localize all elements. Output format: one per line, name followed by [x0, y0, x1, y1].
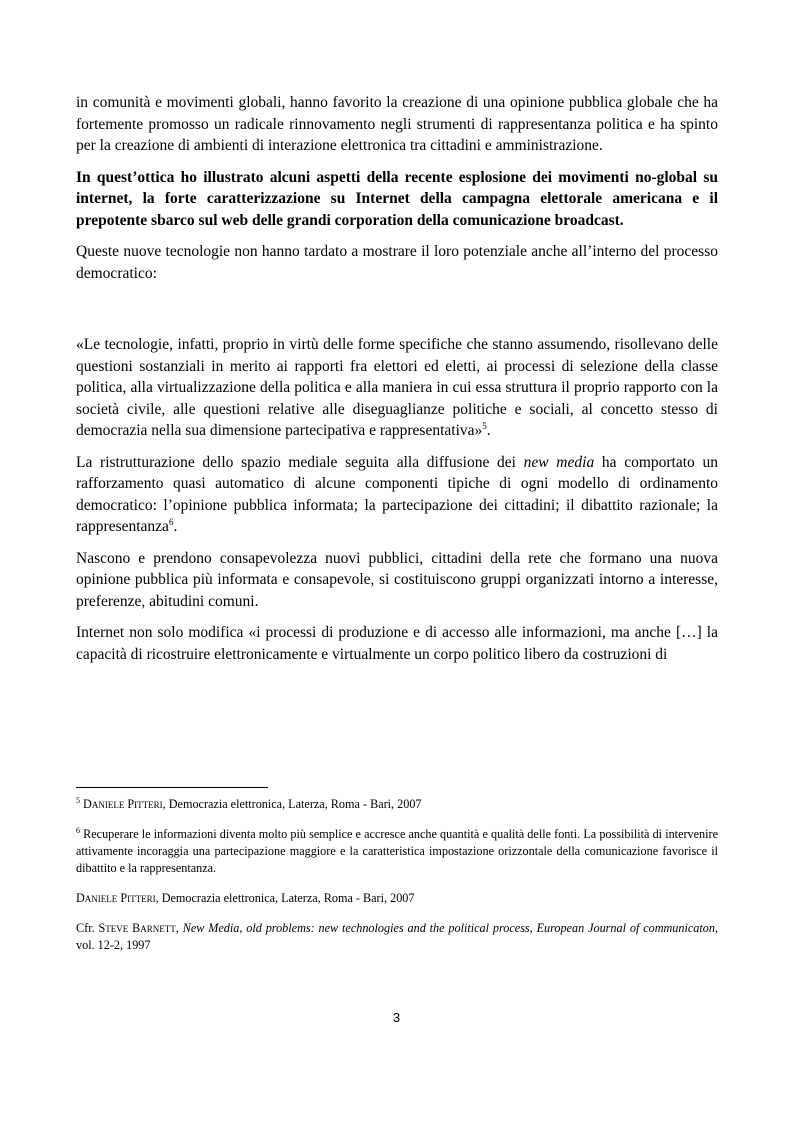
footnote-6-text: Recuperare le informazioni diventa molto più semplice e accresce anche quantità e qualità delle fonti. La possibilità di intervenire attivamente incoraggia una partecipazione maggiore e la caratteristica impostazione orizzontale della comunicazione favorisce il dibattito e la rappresentanza.: [76, 827, 718, 875]
page-number: 3: [392, 1010, 401, 1025]
blank-space: [76, 294, 718, 334]
citation-2-title: New Media, old problems: new technologies and the political process, European Journal of communicaton: [182, 921, 715, 935]
footnote-ref-6[interactable]: 6: [168, 516, 174, 527]
footnote-5-author: Daniele Pitteri: [83, 797, 163, 811]
footnotes-section: [76, 787, 718, 967]
quote-paragraph: [76, 334, 718, 442]
quote-end: .: [486, 422, 491, 439]
footnote-6: [76, 826, 718, 877]
paragraph-5-text-a: La ristrutturazione dello spazio mediale seguita alla diffusione dei: [76, 453, 524, 471]
new-media-italic: new media: [523, 453, 595, 471]
footnote-5: [76, 796, 718, 813]
citation-1-text: , Democrazia elettronica, Laterza, Roma - Bari, 2007: [155, 891, 415, 905]
paragraph-5-text-b: ha comportato un rafforzamento quasi automatico di alcune componenti tipiche di ogni modello di ordinamento democratico: l’opinione pubblica informata; la partecipazione dei cittadini; il dibattito razionale; la rappresentanza: [76, 453, 718, 535]
footnote-5-text: , Democrazia elettronica, Laterza, Roma - Bari, 2007: [162, 797, 422, 811]
footnote-separator: [76, 787, 268, 788]
paragraph-2-bold: In quest’ottica ho illustrato alcuni aspetti della recente esplosione dei movimenti no-global su internet, la forte caratterizzazione su Internet della campagna elettorale americana e il prepotente sbarco sul web delle grandi corporation della comunicazione broadcast.: [76, 168, 718, 229]
paragraph-7: Internet non solo modifica «i processi di produzione e di accesso alle informazioni, ma anche […] la capacità di ricostruire elettronicamente e virtualmente un corpo politico libero da costruzioni di: [76, 624, 718, 663]
page-body: [76, 92, 718, 675]
footnote-6-citation-1: [76, 890, 718, 907]
citation-2-sep: ,: [175, 921, 183, 935]
footnote-6-number: 6: [76, 825, 80, 835]
citation-2-tail: , vol. 12-2, 1997: [76, 921, 719, 952]
paragraph-6: Nascono e prendono consapevolezza nuovi pubblici, cittadini della rete che formano una nuova opinione pubblica più informata e consapevole, si costituiscono gruppi organizzati intorno a interesse, preferenze, abitudini comuni.: [76, 549, 718, 610]
footnote-5-number: 5: [76, 795, 80, 805]
citation-2-author: Steve Barnett: [98, 921, 176, 935]
footnote-ref-5[interactable]: 5: [482, 420, 487, 431]
citation-2-prefix: Cfr.: [76, 921, 99, 935]
paragraph-5-end: .: [173, 518, 178, 535]
footnote-6-citation-2: [76, 920, 718, 954]
paragraph-5: [76, 452, 718, 538]
quote-text: «Le tecnologie, infatti, proprio in virtù delle forme specifiche che stanno assumendo, risollevano delle questioni sostanziali in merito ai rapporti fra elettori ed eletti, ai processi di selezione della classe politica, alla virtualizzazione della politica e alla maniera in cui essa struttura il proprio rapporto con la società civile, alle questioni relative alle diseguaglianze politiche e sociali, al concetto stesso di democrazia nella sua dimensione partecipativa e rappresentativa»: [76, 336, 718, 439]
citation-1-author: Daniele Pitteri: [76, 891, 156, 905]
paragraph-1: in comunità e movimenti globali, hanno favorito la creazione di una opinione pubblica globale che ha fortemente promosso un radicale rinnovamento negli strumenti di rappresentanza politica e ha spinto per la creazione di ambienti di interazione elettronica tra cittadini e amministrazione.: [76, 94, 718, 154]
paragraph-3: Queste nuove tecnologie non hanno tardato a mostrare il loro potenziale anche all’interno del processo democratico:: [76, 243, 718, 282]
